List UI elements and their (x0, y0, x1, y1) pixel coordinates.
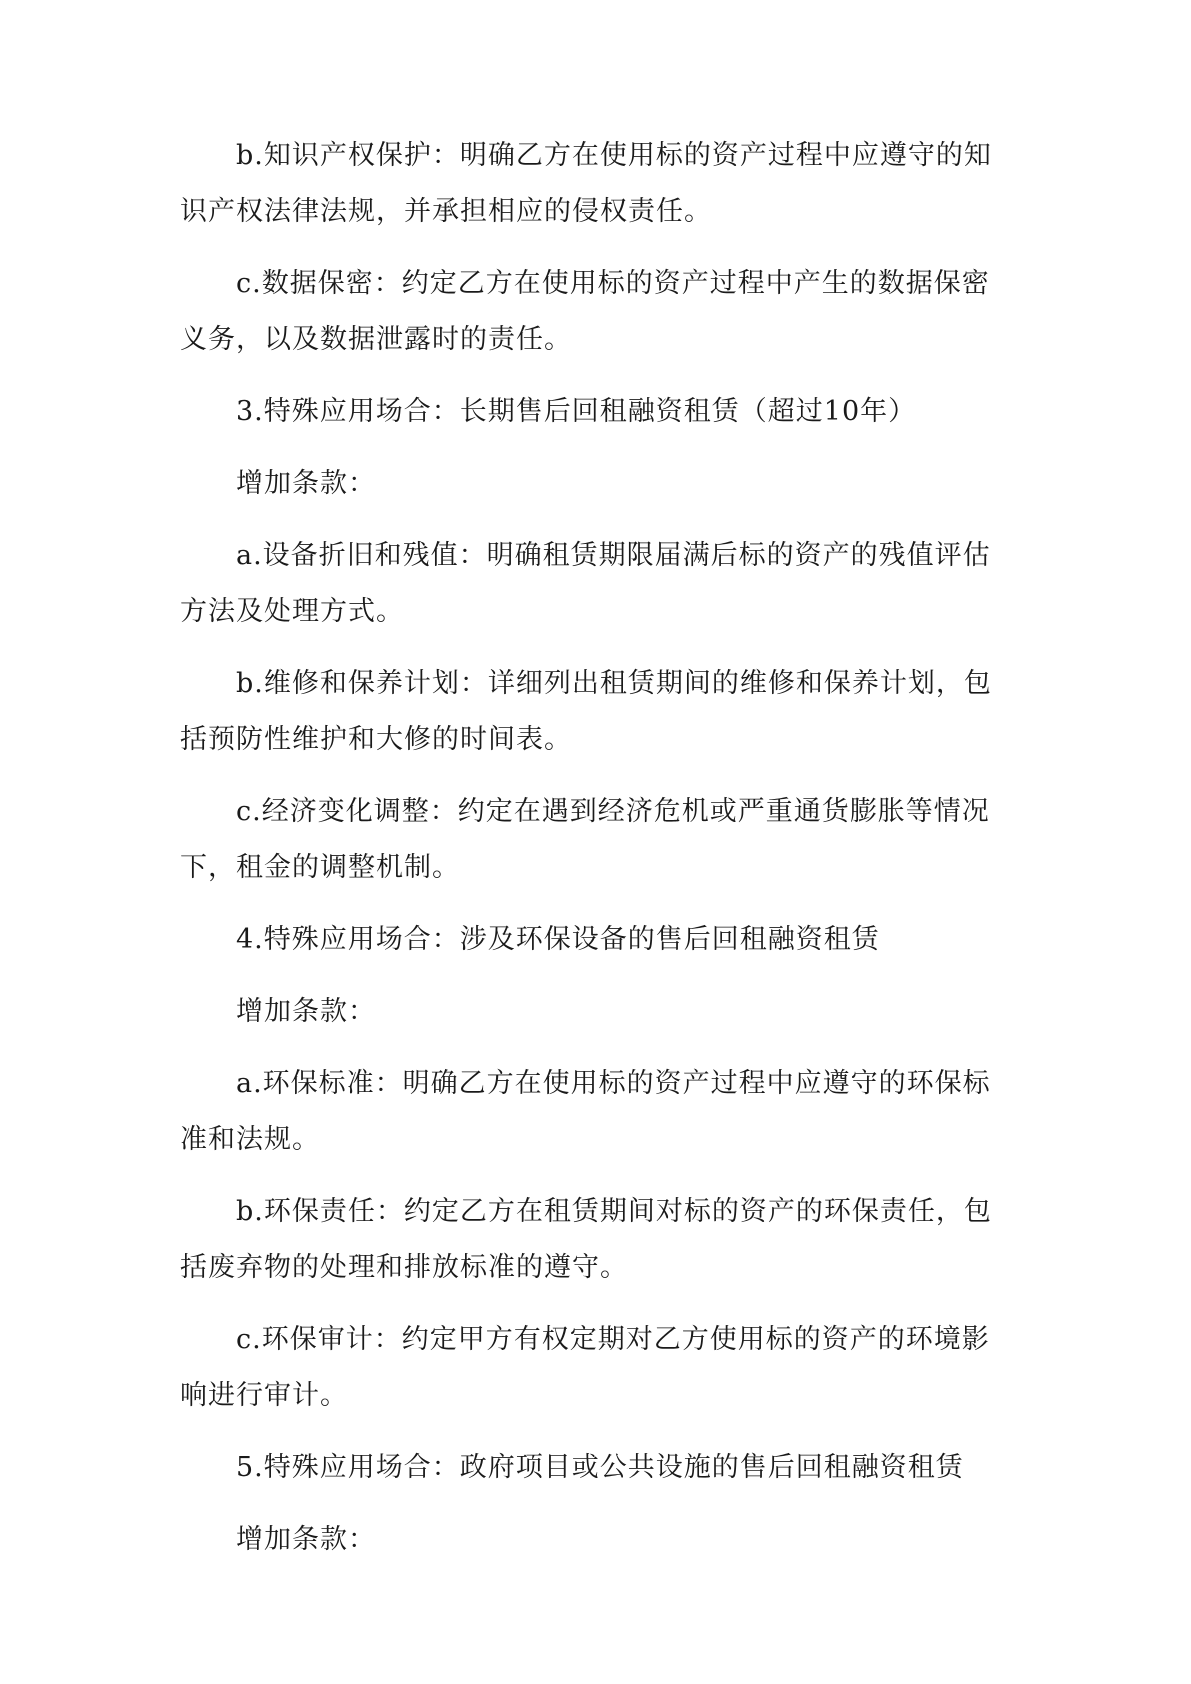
document-body (180, 128, 1000, 1584)
paragraph-env-audit: c.环保审计：约定甲方有权定期对乙方使用标的资产的环境影响进行审计。 (180, 1324, 990, 1411)
paragraph-additional-clauses-3: 增加条款： (236, 468, 376, 499)
paragraph-section-3-heading: 3.特殊应用场合：长期售后回租融资租赁（超过10年） (236, 396, 917, 427)
paragraph-additional-clauses-4: 增加条款： (236, 996, 376, 1027)
paragraph-env-responsibility: b.环保责任：约定乙方在租赁期间对标的资产的环保责任，包括废弃物的处理和排放标准的遵守。 (180, 1196, 992, 1283)
paragraph-section-5-heading: 5.特殊应用场合：政府项目或公共设施的售后回租融资租赁 (236, 1452, 964, 1483)
paragraph-section-4-heading: 4.特殊应用场合：涉及环保设备的售后回租融资租赁 (236, 924, 880, 955)
paragraph-ip-protection: b.知识产权保护：明确乙方在使用标的资产过程中应遵守的知识产权法律法规，并承担相应的侵权责任。 (180, 140, 992, 227)
paragraph-depreciation-residual: a.设备折旧和残值：明确租赁期限届满后标的资产的残值评估方法及处理方式。 (180, 540, 991, 627)
paragraph-economic-adjustment: c.经济变化调整：约定在遇到经济危机或严重通货膨胀等情况下，租金的调整机制。 (180, 796, 990, 883)
paragraph-additional-clauses-5: 增加条款： (236, 1524, 376, 1555)
paragraph-data-confidentiality: c.数据保密：约定乙方在使用标的资产过程中产生的数据保密义务，以及数据泄露时的责任。 (180, 268, 990, 355)
paragraph-env-standards: a.环保标准：明确乙方在使用标的资产过程中应遵守的环保标准和法规。 (180, 1068, 991, 1155)
paragraph-maintenance-plan: b.维修和保养计划：详细列出租赁期间的维修和保养计划，包括预防性维护和大修的时间表。 (180, 668, 992, 755)
